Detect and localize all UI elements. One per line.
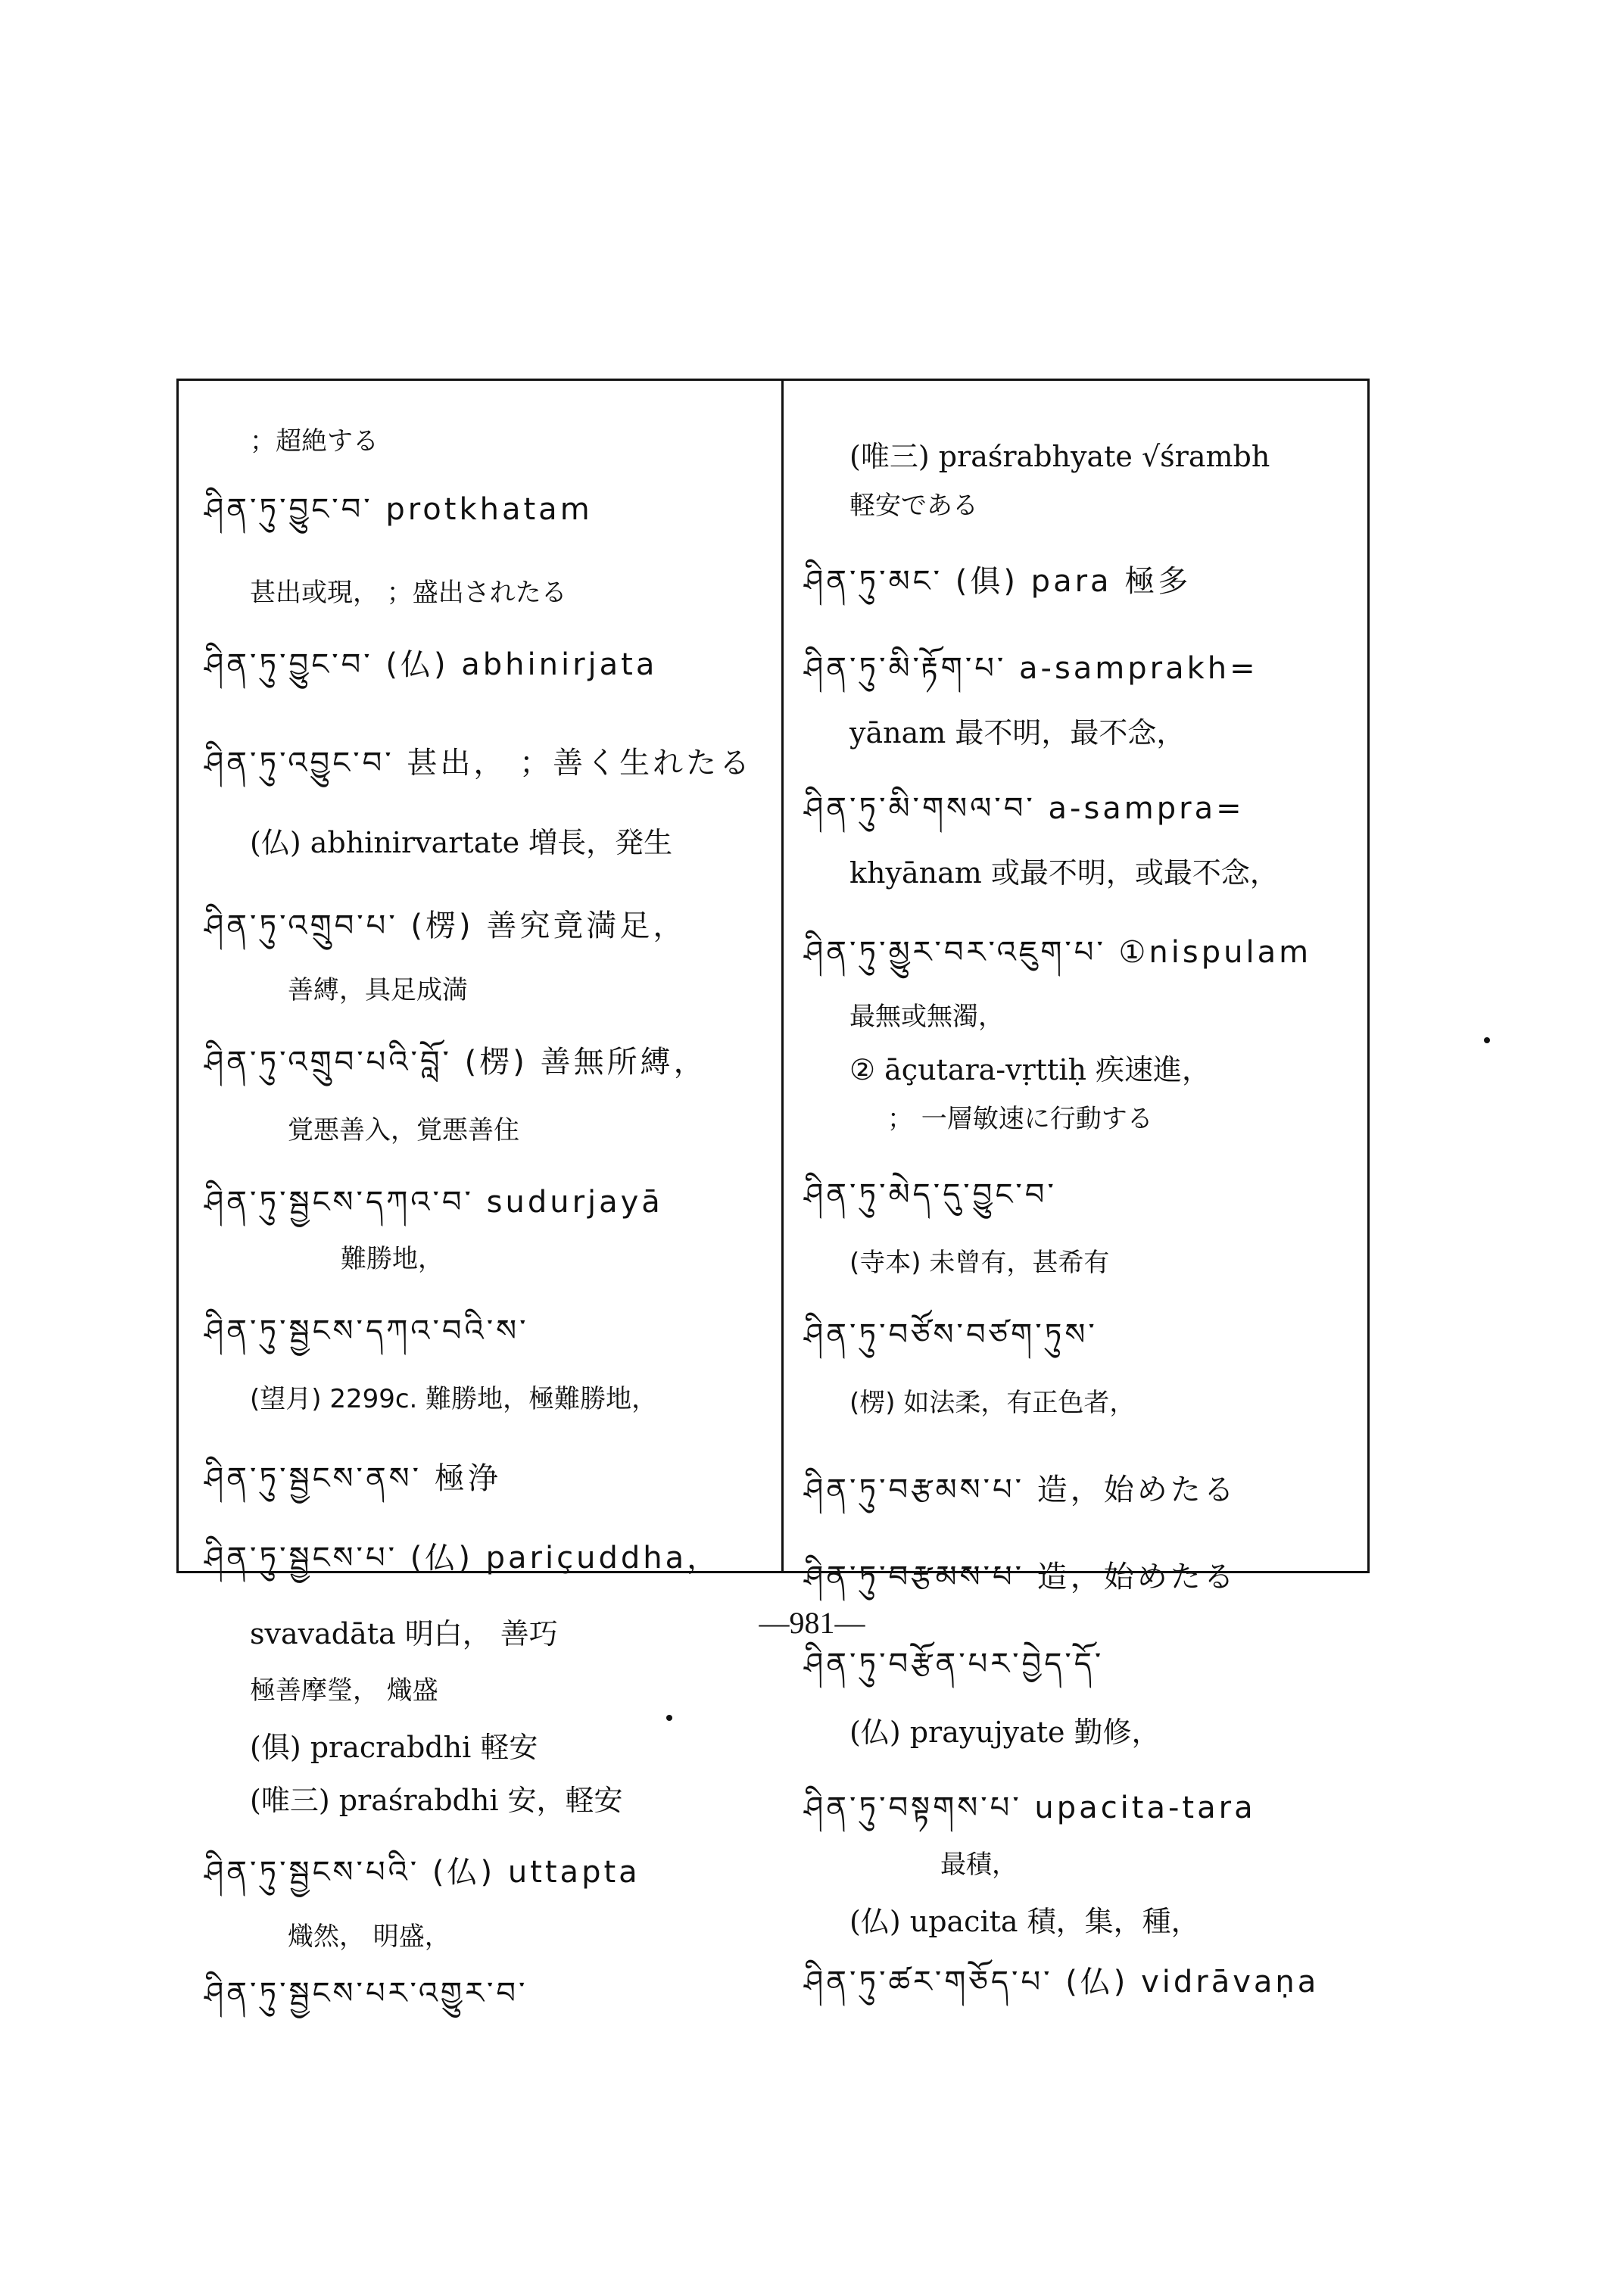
entry-line: ② āçutara-vṛttiḥ 疾速進， [849, 1053, 1211, 1086]
entry-line: 熾然， 明盛， [288, 1922, 450, 1952]
entry-line: 善縛，具足成満 [288, 975, 468, 1005]
entry-line: ཤིན་ཏུ་བརྩམས་པ་ 造，始めたる [804, 1473, 1237, 1507]
entry-line: (仏) upacita 積，集，種， [849, 1905, 1200, 1938]
entry-line: ཤིན་ཏུ་མང་ (俱) para 極多 [804, 564, 1192, 599]
entry-line: khyānam 或最不明，或最不念， [849, 856, 1279, 890]
entry-line: 軽安である [849, 491, 978, 521]
entry-line: ཤིན་ཏུ་སྦྱངས་པར་འགྱུར་བ་ [204, 1976, 528, 2011]
entry-line: ཤིན་ཏུ་བརྩམས་པ་ 造，始めたる [804, 1560, 1237, 1594]
entry-line: ཤིན་ཏུ་འགྲུབ་པ་ (楞) 善究竟満足， [204, 909, 687, 943]
page-number: —981— [759, 1606, 865, 1640]
entry-line: ཤིན་ཏུ་བཙོས་བཙག་ཏུས་ [804, 1317, 1098, 1352]
entry-line: 最無或無濁， [849, 1002, 1004, 1032]
entry-line: (楞) 如法柔，有正色者， [849, 1388, 1136, 1418]
entry-line: ཤིན་ཏུ་བྱུང་བ་ protkhatam [204, 492, 593, 527]
entry-line: ； 一層敏速に行動する [887, 1104, 1153, 1134]
entry-line: ཤིན་ཏུ་སྦྱངས་པ་ (仏) pariçuddha， [204, 1541, 721, 1576]
entry-line: (俱) pracrabdhi 軽安 [250, 1731, 538, 1764]
entry-line: ཤིན་ཏུ་སྦྱངས་ནས་ 極浄 [204, 1461, 501, 1496]
entry-line: ཤིན་ཏུ་ཚར་གཅོད་པ་ (仏) vidrāvaṇa [804, 1965, 1320, 1999]
column-divider [781, 379, 784, 1573]
entry-line: ཤིན་ཏུ་བསྟགས་པ་ upacita-tara [804, 1791, 1256, 1825]
entry-line: (仏) abhinirvartate 増長，発生 [250, 826, 673, 859]
speck-mark [666, 1715, 672, 1721]
entry-line: (唯三) praśrabhyate √śrambh [849, 440, 1270, 473]
entry-line: 難勝地， [341, 1244, 444, 1274]
entry-line: ཤིན་ཏུ་སྦྱངས་དཀའ་བའི་ས་ [204, 1314, 529, 1348]
entry-line: (唯三) praśrabdhi 安，軽安 [250, 1784, 623, 1817]
entry-line: 覚悪善入，覚悪善住 [288, 1115, 519, 1145]
entry-line: ཤིན་ཏུ་འགྲུབ་པའི་བློ་ (楞) 善無所縛， [204, 1045, 707, 1080]
entry-line: ；超絶する [250, 426, 379, 457]
speck-mark [1484, 1037, 1490, 1043]
entry-line: ཤིན་ཏུ་མི་གསལ་བ་ a-sampra= [804, 791, 1245, 826]
entry-line: (望月) 2299c. 難勝地，極難勝地， [250, 1384, 658, 1414]
entry-line: (仏) prayujyate 勤修， [849, 1716, 1161, 1749]
entry-line: ཤིན་ཏུ་སྦྱངས་དཀའ་བ་ sudurjayā [204, 1185, 663, 1220]
entry-line: ཤིན་ཏུ་འབྱུང་བ་ 甚出， ；善く生れたる [204, 746, 753, 781]
entry-line: ཤིན་ཏུ་མྱུར་བར་འཇུག་པ་ ①nispulam [804, 935, 1312, 970]
entry-line: ཤིན་ཏུ་བརྩོན་པར་བྱེད་དོ་ [804, 1647, 1105, 1682]
entry-line: ཤིན་ཏུ་མེད་དུ་བྱུང་བ་ [804, 1177, 1057, 1212]
entry-line: 極善摩瑩， 熾盛 [250, 1675, 438, 1706]
entry-line: ཤིན་ཏུ་མི་རྟོག་པ་ a-samprakh= [804, 651, 1258, 686]
entry-line: 最積， [940, 1850, 1018, 1880]
entry-line: ཤིན་ཏུ་སྦྱངས་པའི་ (仏) uttapta [204, 1855, 641, 1890]
entry-line: svavadāta 明白， 善巧 [250, 1617, 558, 1650]
entry-line: 甚出或現， ；盛出されたる [250, 578, 567, 608]
entry-line: yānam 最不明，最不念， [849, 716, 1186, 750]
entry-line: ཤིན་ཏུ་བྱུང་བ་ (仏) abhinirjata [204, 647, 658, 682]
entry-line: (寺本) 未曾有，甚希有 [849, 1248, 1110, 1278]
